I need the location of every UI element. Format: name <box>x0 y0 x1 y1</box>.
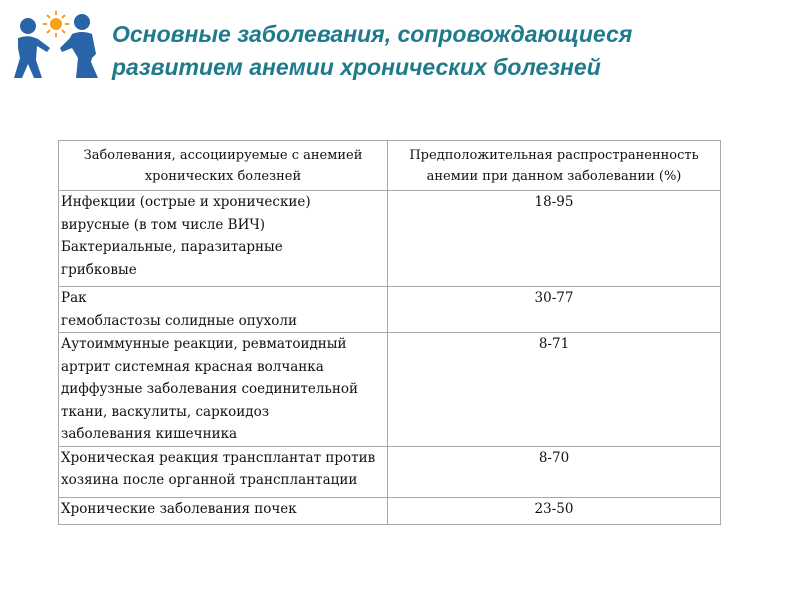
prevalence-cell: 30-77 <box>388 287 721 333</box>
disease-line: ткани, васкулиты, саркоидоз <box>61 403 270 420</box>
disease-line: артрит системная красная волчанка <box>61 358 324 375</box>
table-row <box>59 191 721 287</box>
slide-title <box>112 18 772 84</box>
prevalence-cell: 8-71 <box>388 333 721 447</box>
disease-cell <box>59 191 388 287</box>
header-prevalence: Предположительная распространенность анемии при данном заболевании (%) <box>388 141 721 191</box>
table-row <box>59 333 721 447</box>
disease-line: диффузные заболевания соединительной <box>61 381 358 397</box>
disease-cell <box>59 333 388 447</box>
title-line-2: развитием анемии хронических болезней <box>112 54 601 80</box>
disease-cell <box>59 446 388 497</box>
disease-cell <box>59 287 388 333</box>
disease-line: Аутоиммунные реакции, ревматоидный <box>61 336 347 352</box>
disease-line: Бактериальные, паразитарные <box>61 239 283 255</box>
prevalence-cell: 8-70 <box>388 446 721 497</box>
prevalence-cell: 23-50 <box>388 497 721 524</box>
table-header-row <box>59 141 721 191</box>
table-row <box>59 446 721 497</box>
sun-icon <box>43 11 69 37</box>
disease-line: Хроническая реакция трансплантат против <box>61 449 376 466</box>
prevalence-cell: 18-95 <box>388 191 721 287</box>
disease-line: Рак <box>61 290 87 306</box>
disease-line: грибковые <box>61 261 137 278</box>
disease-line: заболевания кишечника <box>61 426 238 442</box>
children-sun-logo-icon <box>12 8 100 82</box>
title-line-1: Основные заболевания, сопровождающиеся <box>112 21 633 47</box>
disease-line: Инфекции (острые и хронические) <box>61 194 311 210</box>
table-row <box>59 287 721 333</box>
disease-line: вирусные (в том числе ВИЧ) <box>61 216 266 233</box>
disease-line: хозяина после органной трансплантации <box>61 472 358 488</box>
table-row <box>59 497 721 524</box>
disease-line: Хронические заболевания почек <box>61 500 297 517</box>
header-diseases: Заболевания, ассоциируемые с анемией хронических болезней <box>59 141 388 191</box>
disease-line: гемобластозы солидные опухоли <box>61 312 297 329</box>
disease-cell <box>59 497 388 524</box>
diseases-table <box>58 140 721 525</box>
